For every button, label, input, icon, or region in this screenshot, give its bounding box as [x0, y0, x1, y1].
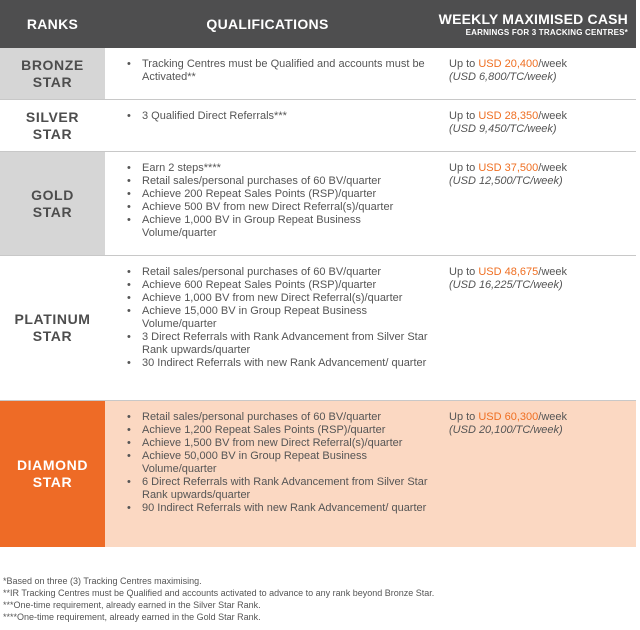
cash-suffix: /week: [538, 411, 568, 423]
cash-amount: USD 28,350: [478, 110, 539, 122]
qualifications-cell: [105, 100, 430, 151]
rank-cell: [0, 100, 105, 151]
cash-cell: [430, 152, 636, 255]
rank-cell: [0, 48, 105, 99]
qualification-item: • 90 Indirect Referrals with new Rank Advancement/ quarter: [121, 502, 430, 515]
cash-amount: USD 48,675: [478, 266, 539, 278]
rank-name-line2: STAR: [32, 125, 73, 142]
qualification-item: • Achieve 15,000 BV in Group Repeat Business Volume/quarter: [121, 305, 430, 331]
rank-cell: [0, 256, 105, 400]
qualification-item: • 3 Qualified Direct Referrals***: [121, 110, 430, 123]
qualification-item: • Achieve 1,200 Repeat Sales Points (RSP)/quarter: [121, 424, 430, 437]
footnote: **IR Tracking Centres must be Qualified and accounts activated to advance to any rank beyond Bronze Star.: [3, 588, 435, 598]
table-row-platinum-star: [0, 256, 636, 401]
footnote: ***One-time requirement, already earned in the Silver Star Rank.: [3, 600, 261, 610]
footnotes: [3, 575, 434, 623]
rank-name-line2: STAR: [32, 203, 73, 220]
cash-suffix: /week: [538, 110, 568, 122]
cash-suffix: /week: [538, 58, 568, 70]
qualification-item: • 30 Indirect Referrals with new Rank Advancement/ quarter: [121, 357, 430, 370]
cash-per-tc: (USD 9,450/TC/week): [449, 123, 557, 135]
rank-name-line1: GOLD: [31, 186, 74, 203]
qualification-item: • Achieve 50,000 BV in Group Repeat Business Volume/quarter: [121, 450, 430, 476]
cash-amount: USD 37,500: [478, 162, 539, 174]
rank-name-line2: STAR: [32, 474, 73, 490]
qualification-item: • Earn 2 steps****: [121, 162, 430, 175]
rank-name-line1: SILVER: [25, 108, 80, 125]
rank-name-line2: STAR: [32, 328, 73, 344]
cash-per-tc: (USD 20,100/TC/week): [449, 424, 563, 436]
cash-per-tc: (USD 16,225/TC/week): [449, 279, 563, 291]
cash-cell: [430, 256, 636, 400]
rank-name-line1: BRONZE: [21, 56, 84, 73]
cash-prefix: Up to: [449, 411, 479, 423]
header-ranks: RANKS: [26, 16, 79, 32]
qualification-item: • Achieve 1,000 BV in Group Repeat Business Volume/quarter: [121, 214, 430, 240]
qualification-item: • Achieve 500 BV from new Direct Referral(s)/quarter: [121, 201, 430, 214]
qualifications-cell: [105, 152, 430, 255]
qualification-item: • Retail sales/personal purchases of 60 BV/quarter: [121, 266, 430, 279]
qualifications-cell: [105, 48, 430, 99]
qualification-item: • 3 Direct Referrals with Rank Advancement from Silver Star Rank upwards/quarter: [121, 331, 430, 357]
cash-per-tc: (USD 6,800/TC/week): [449, 71, 557, 83]
rank-name-line2: STAR: [32, 73, 73, 90]
cash-amount: USD 60,300: [478, 411, 539, 423]
qualification-item: • Achieve 200 Repeat Sales Points (RSP)/quarter: [121, 188, 430, 201]
qualification-item: • Achieve 600 Repeat Sales Points (RSP)/quarter: [121, 279, 430, 292]
cash-suffix: /week: [538, 162, 568, 174]
rank-name-line1: PLATINUM: [14, 311, 91, 327]
footnote: *Based on three (3) Tracking Centres maximising.: [3, 576, 202, 586]
qualification-item: • Achieve 1,500 BV from new Direct Referral(s)/quarter: [121, 437, 430, 450]
header-cash: [430, 0, 636, 48]
table-header: [0, 0, 636, 48]
header-cash-subtitle: EARNINGS FOR 3 TRACKING CENTRES*: [465, 28, 628, 37]
header-qualifications: QUALIFICATIONS: [206, 16, 329, 32]
cash-amount: USD 20,400: [478, 58, 539, 70]
header-cash-title: WEEKLY MAXIMISED CASH: [438, 11, 628, 27]
qualification-item: • 6 Direct Referrals with Rank Advancement from Silver Star Rank upwards/quarter: [121, 476, 430, 502]
table-row-bronze-star: [0, 48, 636, 100]
cash-cell: [430, 100, 636, 151]
table-row-gold-star: [0, 152, 636, 256]
footnote: ****One-time requirement, already earned in the Gold Star Rank.: [3, 612, 261, 622]
qualification-item: • Tracking Centres must be Qualified and accounts must be Activated**: [121, 58, 430, 84]
cash-suffix: /week: [538, 266, 568, 278]
table-row-silver-star: [0, 100, 636, 152]
rank-cell: [0, 152, 105, 255]
cash-prefix: Up to: [449, 266, 479, 278]
cash-cell: [430, 48, 636, 99]
cash-prefix: Up to: [449, 162, 479, 174]
cash-prefix: Up to: [449, 58, 479, 70]
table-row-diamond-star: [0, 401, 636, 547]
rank-cell: [0, 401, 105, 547]
cash-cell: [430, 401, 636, 547]
cash-prefix: Up to: [449, 110, 479, 122]
qualification-item: • Achieve 1,000 BV from new Direct Referral(s)/quarter: [121, 292, 430, 305]
qualification-item: • Retail sales/personal purchases of 60 BV/quarter: [121, 411, 430, 424]
cash-per-tc: (USD 12,500/TC/week): [449, 175, 563, 187]
rank-name-line1: DIAMOND: [16, 457, 89, 473]
qualifications-cell: [105, 401, 430, 547]
qualification-item: • Retail sales/personal purchases of 60 BV/quarter: [121, 175, 430, 188]
qualifications-cell: [105, 256, 430, 400]
